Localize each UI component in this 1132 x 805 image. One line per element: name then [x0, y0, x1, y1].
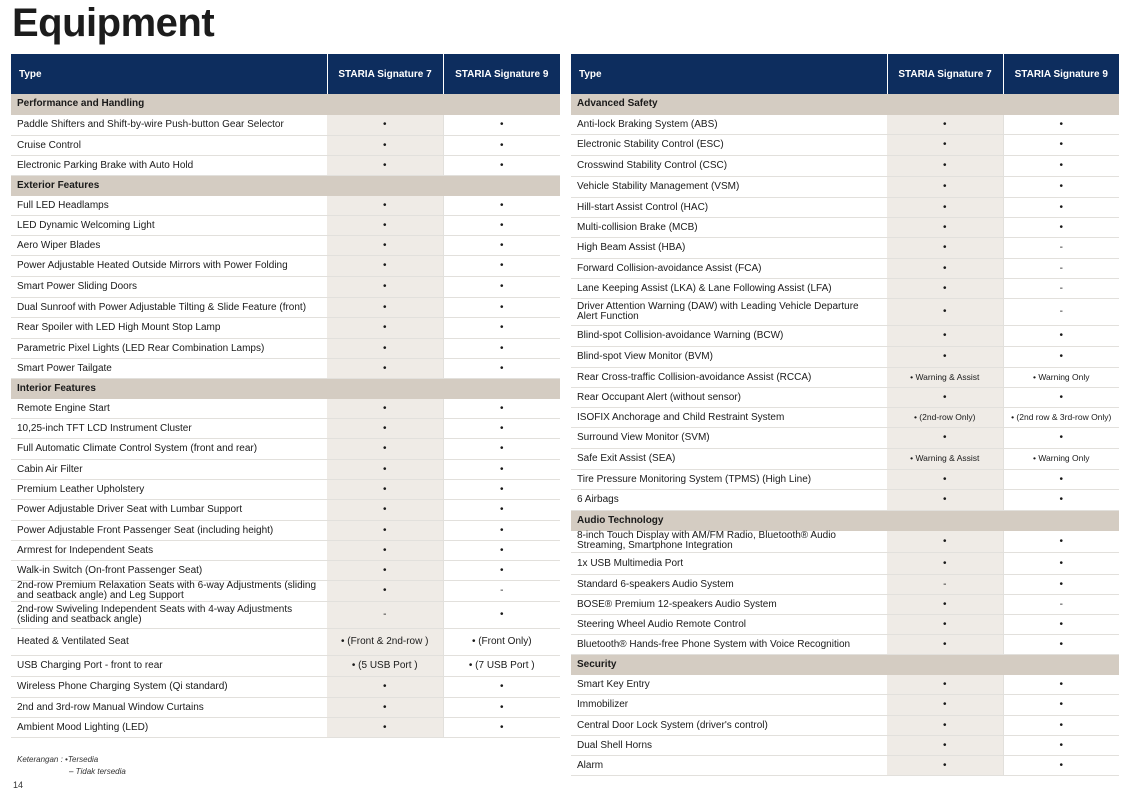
signature-7-value: • [887, 552, 1003, 574]
signature-9-value: • [443, 317, 560, 338]
table-row [571, 176, 1119, 197]
signature-9-value: • [443, 697, 560, 717]
table-row [11, 560, 560, 580]
signature-9-value: • [443, 479, 560, 499]
feature-name: Anti-lock Braking System (ABS) [571, 114, 887, 134]
legend-available: •Tersedia [65, 755, 99, 764]
signature-7-value: • [327, 297, 443, 317]
signature-7-value: • [887, 237, 1003, 258]
table-row [571, 237, 1119, 258]
signature-9-value: • [443, 114, 560, 135]
signature-7-value: • [327, 520, 443, 540]
signature-9-value: • [1003, 755, 1119, 775]
signature-9-value: • [443, 601, 560, 628]
feature-name: Safe Exit Assist (SEA) [571, 448, 887, 469]
table-row [11, 628, 560, 655]
section-header-row [11, 175, 560, 195]
signature-9-value: • [443, 276, 560, 297]
signature-7-value: • [887, 346, 1003, 367]
table-row [11, 479, 560, 499]
feature-name: Rear Occupant Alert (without sensor) [571, 387, 887, 407]
table-row [571, 755, 1119, 775]
signature-9-value: • [443, 540, 560, 560]
legend [17, 754, 126, 778]
table-row [571, 346, 1119, 367]
feature-name: High Beam Assist (HBA) [571, 237, 887, 258]
section-header-row [11, 94, 560, 114]
signature-7-value: • [327, 580, 443, 601]
table-row [571, 614, 1119, 634]
section-title: Performance and Handling [11, 94, 560, 114]
table-row [571, 114, 1119, 134]
table-row [571, 530, 1119, 552]
signature-7-value: - [327, 601, 443, 628]
table-row [571, 469, 1119, 489]
page-title: Equipment [12, 1, 215, 45]
signature-9-value: • [443, 338, 560, 358]
table-row [11, 215, 560, 235]
feature-name: Lane Keeping Assist (LKA) & Lane Following Assist (LFA) [571, 278, 887, 298]
column-header-signature-7: STARIA Signature 7 [887, 54, 1003, 94]
section-title: Audio Technology [571, 510, 1119, 530]
section-title: Interior Features [11, 378, 560, 398]
table-row [571, 594, 1119, 614]
signature-7-value: • [327, 358, 443, 378]
table-row [11, 601, 560, 628]
table-row [11, 438, 560, 459]
feature-name: Alarm [571, 755, 887, 775]
table-row [11, 255, 560, 276]
table-row [11, 418, 560, 438]
table-row [11, 717, 560, 737]
signature-9-value: • [1003, 715, 1119, 735]
table-row [571, 197, 1119, 217]
feature-name: LED Dynamic Welcoming Light [11, 215, 327, 235]
section-header-row [571, 94, 1119, 114]
feature-name: Bluetooth® Hands-free Phone System with Voice Recognition [571, 634, 887, 654]
signature-9-value: • [1003, 346, 1119, 367]
column-header-type: Type [571, 54, 887, 94]
signature-9-value: • [443, 215, 560, 235]
feature-name: Blind-spot View Monitor (BVM) [571, 346, 887, 367]
table-header-row [571, 54, 1119, 94]
signature-7-value: • [327, 560, 443, 580]
feature-name: BOSE® Premium 12-speakers Audio System [571, 594, 887, 614]
signature-9-value: • [443, 398, 560, 418]
signature-9-value: • [443, 520, 560, 540]
feature-name: USB Charging Port - front to rear [11, 655, 327, 676]
signature-9-value: • [443, 135, 560, 155]
table-row [571, 407, 1119, 427]
feature-name: Ambient Mood Lighting (LED) [11, 717, 327, 737]
signature-9-value: • [1003, 614, 1119, 634]
signature-7-value: • [887, 298, 1003, 325]
table-row [11, 655, 560, 676]
signature-7-value: • [887, 634, 1003, 654]
feature-name: Cruise Control [11, 135, 327, 155]
column-header-type: Type [11, 54, 327, 94]
signature-9-value: - [1003, 258, 1119, 278]
signature-9-value: • [443, 155, 560, 175]
signature-9-value: • [1003, 735, 1119, 755]
table-row [11, 297, 560, 317]
signature-7-value: • [327, 255, 443, 276]
feature-name: 10,25-inch TFT LCD Instrument Cluster [11, 418, 327, 438]
signature-7-value: • Warning & Assist [887, 448, 1003, 469]
feature-name: 2nd-row Swiveling Independent Seats with 4-way Adjustments (sliding and seatback angle) [11, 601, 327, 628]
table-row [11, 580, 560, 601]
signature-7-value: • [887, 325, 1003, 346]
signature-7-value: • [327, 155, 443, 175]
feature-name: Aero Wiper Blades [11, 235, 327, 255]
table-row [571, 694, 1119, 715]
signature-9-value: • [1003, 176, 1119, 197]
signature-9-value: • [443, 717, 560, 737]
signature-7-value: • [887, 155, 1003, 176]
signature-7-value: • [327, 317, 443, 338]
signature-7-value: • [887, 715, 1003, 735]
table-header-row [11, 54, 560, 94]
signature-9-value: • [1003, 325, 1119, 346]
section-title: Advanced Safety [571, 94, 1119, 114]
signature-7-value: • [887, 614, 1003, 634]
feature-name: Rear Cross-traffic Collision-avoidance Assist (RCCA) [571, 367, 887, 387]
signature-7-value: • [887, 469, 1003, 489]
signature-9-value: • [443, 235, 560, 255]
signature-9-value: • Warning Only [1003, 448, 1119, 469]
feature-name: Armrest for Independent Seats [11, 540, 327, 560]
signature-9-value: • [1003, 114, 1119, 134]
legend-label: Keterangan : [17, 755, 63, 764]
signature-7-value: • [327, 499, 443, 520]
feature-name: Hill-start Assist Control (HAC) [571, 197, 887, 217]
signature-7-value: • (5 USB Port ) [327, 655, 443, 676]
table-row [11, 195, 560, 215]
table-row [571, 134, 1119, 155]
signature-9-value: • [1003, 489, 1119, 510]
signature-9-value: - [1003, 298, 1119, 325]
signature-9-value: • [443, 560, 560, 580]
table-row [571, 278, 1119, 298]
section-header-row [11, 378, 560, 398]
signature-9-value: • [1003, 427, 1119, 448]
feature-name: Premium Leather Upholstery [11, 479, 327, 499]
signature-9-value: • [443, 358, 560, 378]
feature-name: 2nd and 3rd-row Manual Window Curtains [11, 697, 327, 717]
table-row [11, 276, 560, 297]
feature-name: Vehicle Stability Management (VSM) [571, 176, 887, 197]
feature-name: Parametric Pixel Lights (LED Rear Combination Lamps) [11, 338, 327, 358]
signature-9-value: - [1003, 237, 1119, 258]
table-row [11, 114, 560, 135]
signature-7-value: • [887, 694, 1003, 715]
table-row [11, 676, 560, 697]
legend-unavailable: – Tidak tersedia [69, 767, 126, 776]
table-body-left [11, 94, 560, 737]
signature-9-value: • [1003, 155, 1119, 176]
signature-9-value: • [1003, 387, 1119, 407]
signature-9-value: • (Front Only) [443, 628, 560, 655]
signature-9-value: • [443, 195, 560, 215]
feature-name: Driver Attention Warning (DAW) with Leading Vehicle Departure Alert Function [571, 298, 887, 325]
signature-7-value: • [887, 530, 1003, 552]
table-body-right [571, 94, 1119, 775]
feature-name: 1x USB Multimedia Port [571, 552, 887, 574]
section-header-row [571, 510, 1119, 530]
signature-7-value: • [887, 197, 1003, 217]
table-row [11, 697, 560, 717]
feature-name: Paddle Shifters and Shift-by-wire Push-button Gear Selector [11, 114, 327, 135]
feature-name: Remote Engine Start [11, 398, 327, 418]
feature-name: 8-inch Touch Display with AM/FM Radio, Bluetooth® Audio Streaming, Smartphone Integration [571, 530, 887, 552]
table-row [11, 520, 560, 540]
table-row [571, 325, 1119, 346]
section-title: Exterior Features [11, 175, 560, 195]
equipment-table-right [571, 54, 1119, 776]
table-row [11, 338, 560, 358]
feature-name: Multi-collision Brake (MCB) [571, 217, 887, 237]
signature-7-value: • [887, 594, 1003, 614]
signature-7-value: • [327, 697, 443, 717]
table-row [571, 634, 1119, 654]
signature-7-value: • [327, 479, 443, 499]
feature-name: Electronic Stability Control (ESC) [571, 134, 887, 155]
section-title: Security [571, 654, 1119, 674]
feature-name: Tire Pressure Monitoring System (TPMS) (High Line) [571, 469, 887, 489]
equipment-table-left [11, 54, 560, 738]
signature-7-value: • [327, 276, 443, 297]
feature-name: Full Automatic Climate Control System (front and rear) [11, 438, 327, 459]
table-row [571, 735, 1119, 755]
table-row [571, 489, 1119, 510]
signature-9-value: • [1003, 634, 1119, 654]
signature-9-value: • [443, 297, 560, 317]
signature-9-value: • [443, 459, 560, 479]
feature-name: Electronic Parking Brake with Auto Hold [11, 155, 327, 175]
signature-9-value: • [1003, 469, 1119, 489]
signature-7-value: • [327, 540, 443, 560]
table-row [571, 367, 1119, 387]
feature-name: Walk-in Switch (On-front Passenger Seat) [11, 560, 327, 580]
feature-name: Surround View Monitor (SVM) [571, 427, 887, 448]
feature-name: Power Adjustable Heated Outside Mirrors with Power Folding [11, 255, 327, 276]
signature-9-value: - [1003, 594, 1119, 614]
feature-name: Rear Spoiler with LED High Mount Stop Lamp [11, 317, 327, 338]
signature-7-value: • [887, 217, 1003, 237]
signature-9-value: • [1003, 134, 1119, 155]
signature-7-value: • [887, 176, 1003, 197]
signature-7-value: • [887, 674, 1003, 694]
signature-9-value: • [1003, 574, 1119, 594]
signature-7-value: • [887, 755, 1003, 775]
feature-name: 6 Airbags [571, 489, 887, 510]
feature-name: Dual Sunroof with Power Adjustable Tilting & Slide Feature (front) [11, 297, 327, 317]
feature-name: ISOFIX Anchorage and Child Restraint System [571, 407, 887, 427]
signature-7-value: • [887, 489, 1003, 510]
column-header-signature-9: STARIA Signature 9 [443, 54, 560, 94]
feature-name: Crosswind Stability Control (CSC) [571, 155, 887, 176]
page-number: 14 [13, 780, 24, 790]
signature-7-value: • [327, 235, 443, 255]
table-row [11, 135, 560, 155]
signature-7-value: • [887, 387, 1003, 407]
signature-9-value: • [1003, 694, 1119, 715]
feature-name: Forward Collision-avoidance Assist (FCA) [571, 258, 887, 278]
table-row [571, 552, 1119, 574]
signature-7-value: • [327, 459, 443, 479]
feature-name: Power Adjustable Front Passenger Seat (including height) [11, 520, 327, 540]
feature-name: Cabin Air Filter [11, 459, 327, 479]
feature-name: Smart Power Sliding Doors [11, 276, 327, 297]
table-row [11, 540, 560, 560]
feature-name: Dual Shell Horns [571, 735, 887, 755]
table-row [571, 387, 1119, 407]
table-row [11, 155, 560, 175]
signature-7-value: • [887, 735, 1003, 755]
signature-7-value: • [327, 717, 443, 737]
signature-7-value: • [887, 134, 1003, 155]
table-row [11, 398, 560, 418]
table-row [11, 499, 560, 520]
feature-name: Central Door Lock System (driver's control) [571, 715, 887, 735]
feature-name: Full LED Headlamps [11, 195, 327, 215]
table-row [571, 298, 1119, 325]
feature-name: Smart Key Entry [571, 674, 887, 694]
signature-7-value: • [327, 676, 443, 697]
signature-7-value: • [887, 258, 1003, 278]
table-row [571, 427, 1119, 448]
signature-9-value: • [1003, 674, 1119, 694]
table-row [571, 674, 1119, 694]
signature-7-value: • [327, 135, 443, 155]
table-row [571, 448, 1119, 469]
signature-7-value: • [327, 398, 443, 418]
signature-7-value: • [327, 438, 443, 459]
feature-name: Blind-spot Collision-avoidance Warning (BCW) [571, 325, 887, 346]
feature-name: Immobilizer [571, 694, 887, 715]
signature-7-value: • [327, 338, 443, 358]
feature-name: Wireless Phone Charging System (Qi standard) [11, 676, 327, 697]
signature-9-value: • [1003, 217, 1119, 237]
table-row [571, 574, 1119, 594]
signature-7-value: • [887, 427, 1003, 448]
feature-name: Heated & Ventilated Seat [11, 628, 327, 655]
table-row [11, 459, 560, 479]
signature-9-value: • [443, 499, 560, 520]
section-header-row [571, 654, 1119, 674]
signature-9-value: • [443, 418, 560, 438]
signature-7-value: • [327, 114, 443, 135]
signature-9-value: • [443, 438, 560, 459]
table-row [11, 317, 560, 338]
signature-9-value: • (2nd row & 3rd-row Only) [1003, 407, 1119, 427]
signature-9-value: • [443, 255, 560, 276]
column-header-signature-7: STARIA Signature 7 [327, 54, 443, 94]
signature-9-value: • Warning Only [1003, 367, 1119, 387]
table-row [11, 358, 560, 378]
signature-9-value: - [1003, 278, 1119, 298]
feature-name: Power Adjustable Driver Seat with Lumbar Support [11, 499, 327, 520]
table-row [571, 258, 1119, 278]
signature-7-value: • [327, 195, 443, 215]
column-header-signature-9: STARIA Signature 9 [1003, 54, 1119, 94]
signature-9-value: - [443, 580, 560, 601]
signature-9-value: • [1003, 552, 1119, 574]
signature-9-value: • [1003, 530, 1119, 552]
signature-7-value: • [887, 114, 1003, 134]
signature-7-value: • [327, 418, 443, 438]
table-row [571, 155, 1119, 176]
signature-9-value: • [443, 676, 560, 697]
signature-7-value: - [887, 574, 1003, 594]
table-row [571, 715, 1119, 735]
feature-name: Steering Wheel Audio Remote Control [571, 614, 887, 634]
feature-name: Standard 6-speakers Audio System [571, 574, 887, 594]
table-row [571, 217, 1119, 237]
signature-7-value: • (Front & 2nd-row ) [327, 628, 443, 655]
signature-7-value: • (2nd-row Only) [887, 407, 1003, 427]
table-row [11, 235, 560, 255]
signature-9-value: • (7 USB Port ) [443, 655, 560, 676]
signature-7-value: • Warning & Assist [887, 367, 1003, 387]
feature-name: 2nd-row Premium Relaxation Seats with 6-way Adjustments (sliding and seatback angle) and Leg Support [11, 580, 327, 601]
signature-7-value: • [887, 278, 1003, 298]
feature-name: Smart Power Tailgate [11, 358, 327, 378]
signature-7-value: • [327, 215, 443, 235]
signature-9-value: • [1003, 197, 1119, 217]
